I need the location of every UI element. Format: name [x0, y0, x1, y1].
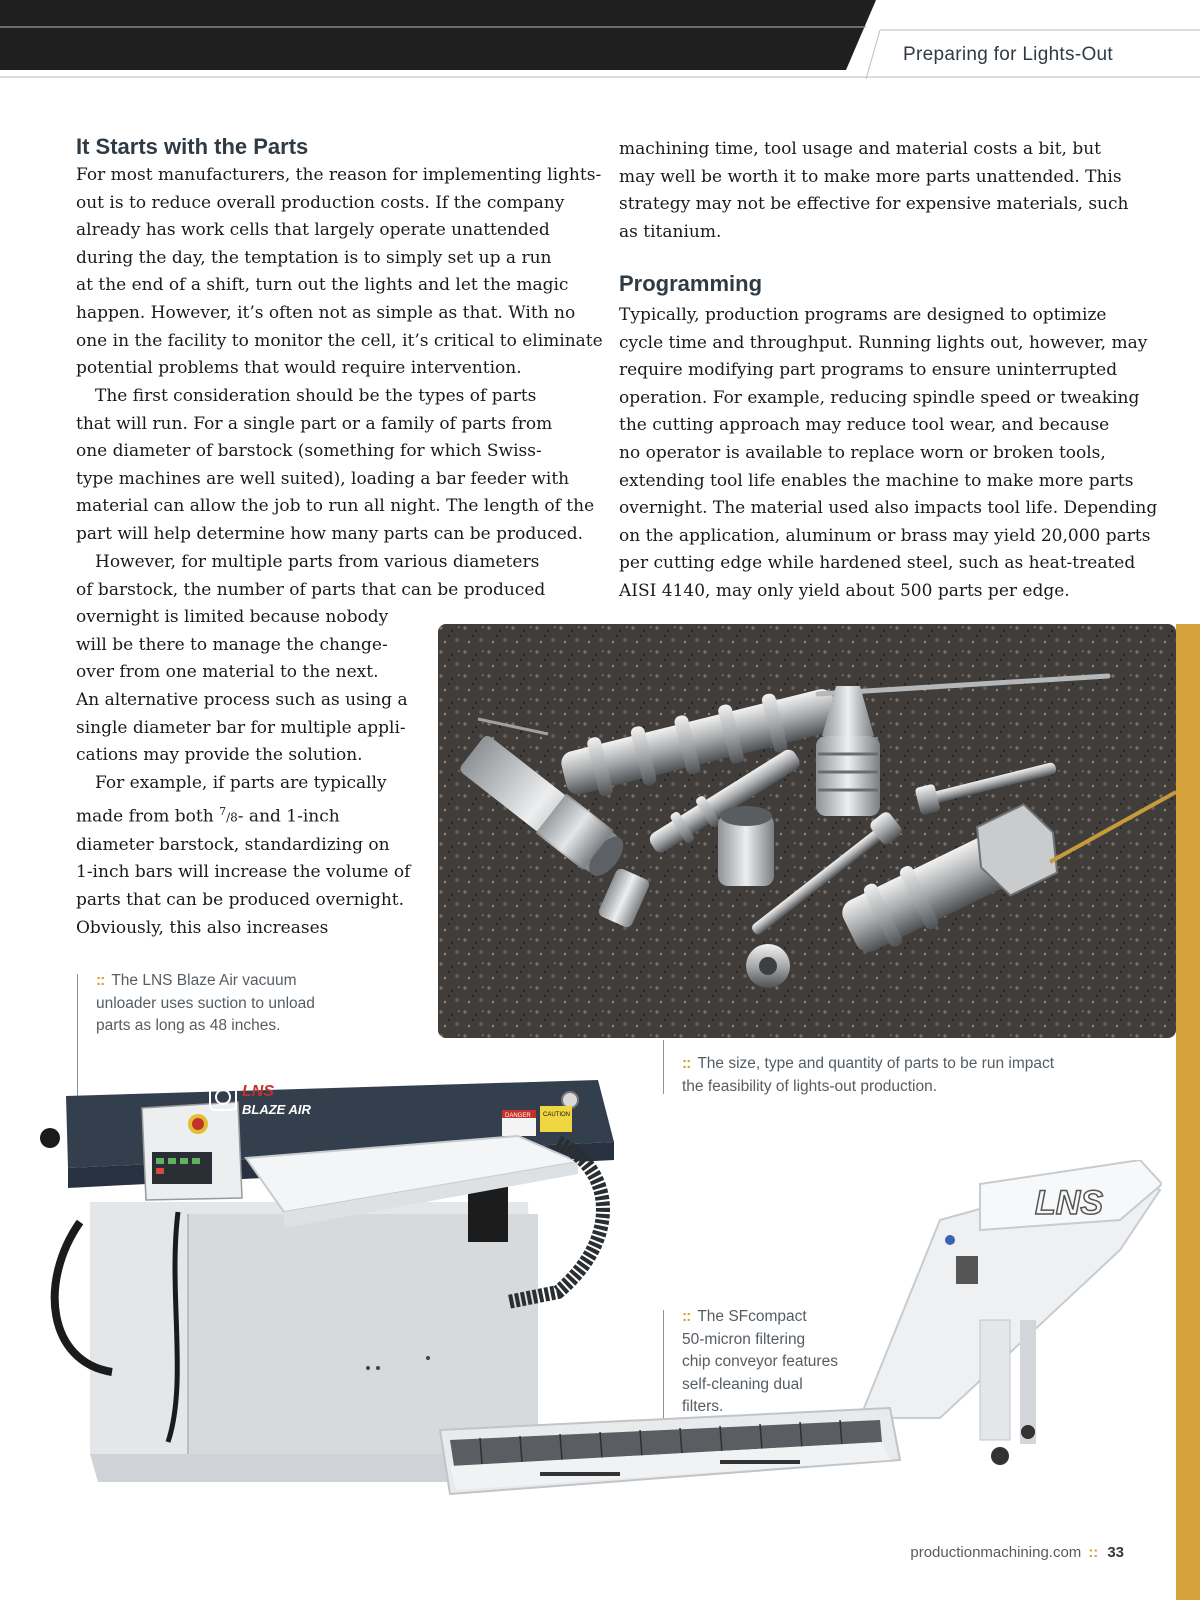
text-line: one in the facility to monitor the cell, it’s critical to eliminate — [76, 330, 603, 351]
caption-text: The SFcompact — [697, 1308, 807, 1325]
text-line: over from one material to the next. — [76, 662, 379, 683]
text-line: AISI 4140, may only yield about 500 parts per edge. — [619, 580, 1070, 601]
section-heading-parts: It Starts with the Parts — [76, 134, 309, 159]
caption-bullet: :: — [682, 1308, 691, 1325]
text-line: parts that can be produced overnight. — [76, 890, 405, 911]
header-band — [0, 0, 1200, 80]
text-line: may well be worth it to make more parts unattended. This — [619, 166, 1122, 187]
text-line: cycle time and throughput. Running lights out, however, may — [619, 332, 1148, 353]
caption-line: chip conveyor features — [682, 1353, 838, 1370]
caption-line — [682, 1053, 1054, 1076]
caption-text: The size, type and quantity of parts to be run impact — [697, 1055, 1055, 1072]
text-line: diameter barstock, standardizing on — [76, 834, 390, 855]
text-line: Typically, production programs are designed to optimize — [619, 305, 1107, 325]
conveyor-brand-text: LNS — [1035, 1184, 1103, 1222]
sfcompact-chip-conveyor-photo — [420, 1160, 1162, 1528]
text-line: the cutting approach may reduce tool wear, and because — [619, 415, 1110, 436]
paragraph-programming — [619, 302, 1157, 606]
text-line: require modifying part programs to ensure uninterrupted — [619, 360, 1118, 381]
running-head: Preparing for Lights-Out — [903, 44, 1113, 65]
text-line: as titanium. — [619, 221, 722, 242]
caption-leader-line — [663, 1040, 664, 1094]
paragraph-4 — [76, 770, 410, 942]
text-line: at the end of a shift, turn out the lights and let the magic — [76, 275, 569, 296]
text-line: For most manufacturers, the reason for implementing lights- — [76, 165, 602, 185]
text-line: that will run. For a single part or a family of parts from — [76, 413, 553, 434]
text-line: happen. However, it’s often not as simple as that. With no — [76, 302, 576, 323]
text-line: potential problems that would require intervention. — [76, 358, 522, 379]
fraction-numerator: 7 — [219, 804, 227, 818]
caption-bullet: :: — [96, 972, 105, 989]
text-line: operation. For example, reducing spindle speed or tweaking — [619, 387, 1140, 408]
text-line: no operator is available to replace worn or broken tools, — [619, 442, 1106, 463]
page-number: 33 — [1107, 1544, 1124, 1561]
text-line: An alternative process such as using a — [76, 689, 408, 710]
caption-line: the feasibility of lights-out production. — [682, 1077, 938, 1095]
text-line: Obviously, this also increases — [76, 917, 329, 938]
text-line: cations may provide the solution. — [76, 745, 363, 766]
text-fragment: made from both — [76, 806, 220, 827]
page-footer — [910, 1544, 1124, 1561]
text-line: one diameter of barstock (something for which Swiss- — [76, 441, 542, 462]
footer-website: productionmachining.com — [910, 1544, 1082, 1561]
text-line: type machines are well suited), loading a bar feeder with — [76, 468, 570, 489]
accent-strip — [1176, 624, 1200, 1600]
footer-separator: :: — [1088, 1544, 1099, 1561]
text-line: per cutting edge while hardened steel, such as heat-treated — [619, 553, 1136, 574]
caption-line: parts as long as 48 inches. — [96, 1017, 281, 1034]
text-fragment: - and 1-inch — [237, 806, 340, 827]
text-line: already has work cells that largely operate unattended — [76, 220, 550, 241]
text-line: machining time, tool usage and material costs a bit, but — [619, 139, 1101, 159]
caution-label: CAUTION — [543, 1112, 570, 1118]
blaze-brand-text: LNS — [242, 1083, 274, 1100]
text-line: out is to reduce overall production costs. If the company — [76, 192, 565, 213]
text-line: during the day, the temptation is to simply set up a run — [76, 247, 552, 268]
caption-text: The LNS Blaze Air vacuum — [111, 972, 297, 989]
caption-line: filters. — [682, 1398, 724, 1415]
caption-line — [96, 970, 315, 993]
paragraph-2 — [76, 383, 594, 549]
fraction-denominator: /8 — [226, 810, 238, 825]
caption-line: self-cleaning dual — [682, 1375, 803, 1393]
text-line: For example, if parts are typically — [95, 773, 387, 793]
section-heading-programming: Programming — [619, 271, 763, 296]
text-line: on the application, aluminum or brass may yield 20,000 parts — [619, 525, 1151, 546]
caption-line: 50-micron filtering — [682, 1330, 806, 1348]
text-line: overnight. The material used also impacts tool life. Depending — [619, 498, 1158, 519]
text-line: material can allow the job to run all night. The length of the — [76, 496, 595, 517]
caption-parts-photo — [682, 1053, 1054, 1098]
text-line: overnight is limited because nobody — [76, 607, 389, 628]
paragraph-continuation — [619, 136, 1128, 246]
text-line: strategy may not be effective for expensive materials, such — [619, 194, 1129, 215]
text-line: single diameter bar for multiple appli- — [76, 717, 406, 738]
caption-line: unloader uses suction to unload — [96, 994, 315, 1012]
caption-bullet: :: — [682, 1055, 691, 1072]
text-line — [76, 798, 410, 832]
danger-label: DANGER — [505, 1113, 531, 1119]
text-line: 1-inch bars will increase the volume of — [76, 862, 411, 883]
caption-blaze-air — [96, 970, 315, 1038]
machined-parts-photo — [438, 624, 1176, 1038]
text-line: The first consideration should be the types of parts — [95, 386, 537, 406]
blaze-model-text: BLAZE AIR — [242, 1102, 311, 1117]
text-line: extending tool life enables the machine to make more parts — [619, 470, 1134, 491]
text-line: However, for multiple parts from various diameters — [95, 552, 540, 572]
paragraph-1 — [76, 162, 603, 383]
text-line: will be there to manage the change- — [76, 634, 388, 655]
text-line: of barstock, the number of parts that can be produced — [76, 579, 546, 600]
text-line: part will help determine how many parts can be produced. — [76, 523, 584, 544]
